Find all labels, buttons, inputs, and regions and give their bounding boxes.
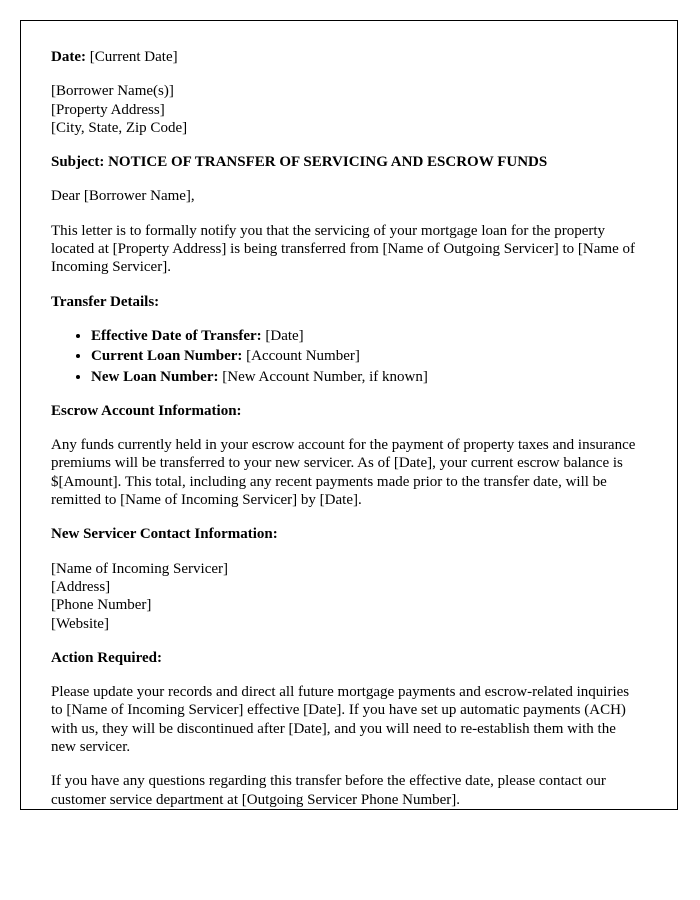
closing-paragraph: If you have any questions regarding this transfer before the effective date, please contact our customer service department at [Outgoing Servicer Phone Number]. bbox=[51, 773, 606, 808]
list-item bbox=[91, 368, 639, 386]
property-address-line: [Property Address] bbox=[51, 101, 165, 118]
list-item bbox=[91, 347, 639, 365]
new-servicer-contact-block bbox=[51, 560, 639, 633]
city-state-zip-line: [City, State, Zip Code] bbox=[51, 119, 188, 136]
escrow-paragraph: Any funds currently held in your escrow account for the payment of property taxes and insurance premiums will be transferred to your new servicer. As of [Date], your current escrow balance is $[Amount]. This total, including any recent payments made prior to the transfer date, will be remitted to [Name of Incoming Servicer] by [Date]. bbox=[51, 437, 636, 509]
subject-line: Subject: NOTICE OF TRANSFER OF SERVICING AND ESCROW FUNDS bbox=[51, 154, 548, 171]
new-loan-number-label: New Loan Number: bbox=[91, 368, 219, 385]
date-label: Date: bbox=[51, 49, 86, 65]
new-servicer-heading: New Servicer Contact Information: bbox=[51, 526, 278, 543]
transfer-details-heading: Transfer Details: bbox=[51, 293, 160, 310]
intro-paragraph: This letter is to formally notify you that the servicing of your mortgage loan for the property located at [Property Address] is being transferred from [Name of Outgoing Servicer] to [Name of Incoming Servicer]. bbox=[51, 222, 635, 276]
effective-date-value: [Date] bbox=[265, 327, 304, 344]
borrower-name-line: [Borrower Name(s)] bbox=[51, 83, 174, 100]
transfer-details-list bbox=[51, 327, 639, 386]
date-value: [Current Date] bbox=[89, 49, 178, 65]
letter-page bbox=[20, 20, 678, 810]
servicer-phone-line: [Phone Number] bbox=[51, 597, 152, 614]
servicer-website-line: [Website] bbox=[51, 615, 109, 632]
letter-body bbox=[51, 48, 639, 809]
current-loan-number-value: [Account Number] bbox=[246, 348, 360, 365]
action-paragraph: Please update your records and direct all future mortgage payments and escrow-related inquiries to [Name of Incoming Servicer] effective [Date]. If you have set up automatic payments (ACH) with us, they will be discontinued after [Date], and you will need to re-establish them with the new servicer. bbox=[51, 684, 630, 756]
salutation: Dear [Borrower Name], bbox=[51, 188, 195, 205]
effective-date-label: Effective Date of Transfer: bbox=[91, 327, 262, 344]
action-required-heading: Action Required: bbox=[51, 649, 162, 666]
recipient-address-block bbox=[51, 82, 639, 137]
servicer-name-line: [Name of Incoming Servicer] bbox=[51, 560, 229, 577]
date-line bbox=[51, 48, 639, 66]
servicer-address-line: [Address] bbox=[51, 578, 111, 595]
escrow-heading: Escrow Account Information: bbox=[51, 402, 242, 419]
current-loan-number-label: Current Loan Number: bbox=[91, 348, 243, 365]
new-loan-number-value: [New Account Number, if known] bbox=[222, 368, 428, 385]
list-item bbox=[91, 327, 639, 345]
